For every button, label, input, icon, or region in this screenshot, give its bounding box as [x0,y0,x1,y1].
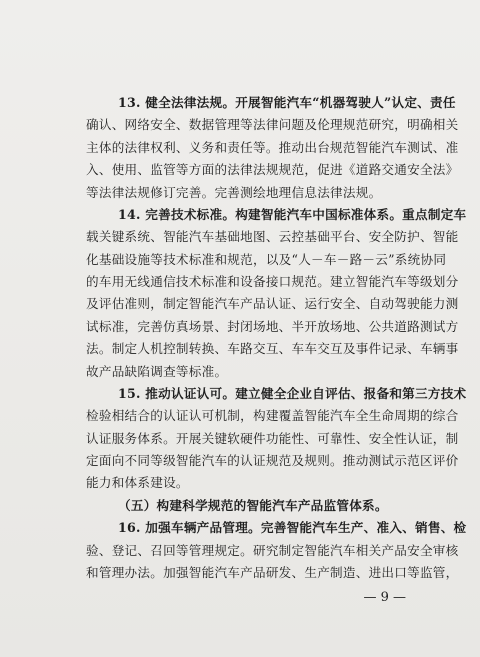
paragraph-line: 15. 推动认证认可。建立健全企业自评估、报备和第三方技术 [118,385,467,401]
paragraph-line: 化基础设施等技术标准和规范，以及“人－车－路－云”系统协同 [86,251,447,267]
paragraph-line: 法。制定人机控制转换、车路交互、车车交互及事件记录、车辆事 [86,341,459,357]
paragraph-line: 验、登记、召回等管理规定。研究制定智能汽车相关产品安全审核 [86,542,459,558]
paragraph-line: 确认、网络安全、数据管理等法律问题及伦理规范研究，明确相关 [86,117,459,133]
paragraph-line: 及评估准则，制定智能汽车产品认证、运行安全、自动驾驶能力测 [86,296,459,312]
paragraph-line: 认证服务体系。开展关键软硬件功能性、可靠性、安全性认证，制 [86,430,459,446]
page-number: — 9 — [363,590,406,605]
paragraph-line: 载关键系统、智能汽车基础地图、云控基础平台、安全防护、智能 [86,229,459,245]
paragraph-line: 14. 完善技术标准。构建智能汽车中国标准体系。重点制定车 [118,206,467,222]
paragraph-line: 检验相结合的认证认可机制，构建覆盖智能汽车全生命周期的综合 [86,408,459,424]
paragraph-line: 的车用无线通信技术标准和设备接口规范。建立智能汽车等级划分 [86,274,459,290]
paragraph-line: 入、使用、监管等方面的法律法规规范，促进《道路交通安全法》 [86,162,459,178]
paragraph-line: 定面向不同等级智能汽车的认证规范及规则。推动测试示范区评价 [86,453,459,469]
paragraph-line: 能力和体系建设。 [86,475,189,491]
paragraph-line: 等法律法规修订完善。完善测绘地理信息法律法规。 [86,184,382,200]
paragraph-line: 主体的法律权利、义务和责任等。推动出台规范智能汽车测试、准 [86,139,459,155]
paragraph-line: 13. 健全法律法规。开展智能汽车“机器驾驶人”认定、责任 [118,95,456,110]
paragraph-line: 故产品缺陷调查等标准。 [86,363,228,379]
paragraph-line: 和管理办法。加强智能汽车产品研发、生产制造、进出口等监管， [86,565,459,580]
paragraph-line: 16. 加强车辆产品管理。完善智能汽车生产、准入、销售、检 [118,520,467,536]
paragraph-line: 试标准，完善仿真场景、封闭场地、半开放场地、公共道路测试方 [86,318,459,334]
section-heading: （五）构建科学规范的智能汽车产品监管体系。 [118,497,388,513]
